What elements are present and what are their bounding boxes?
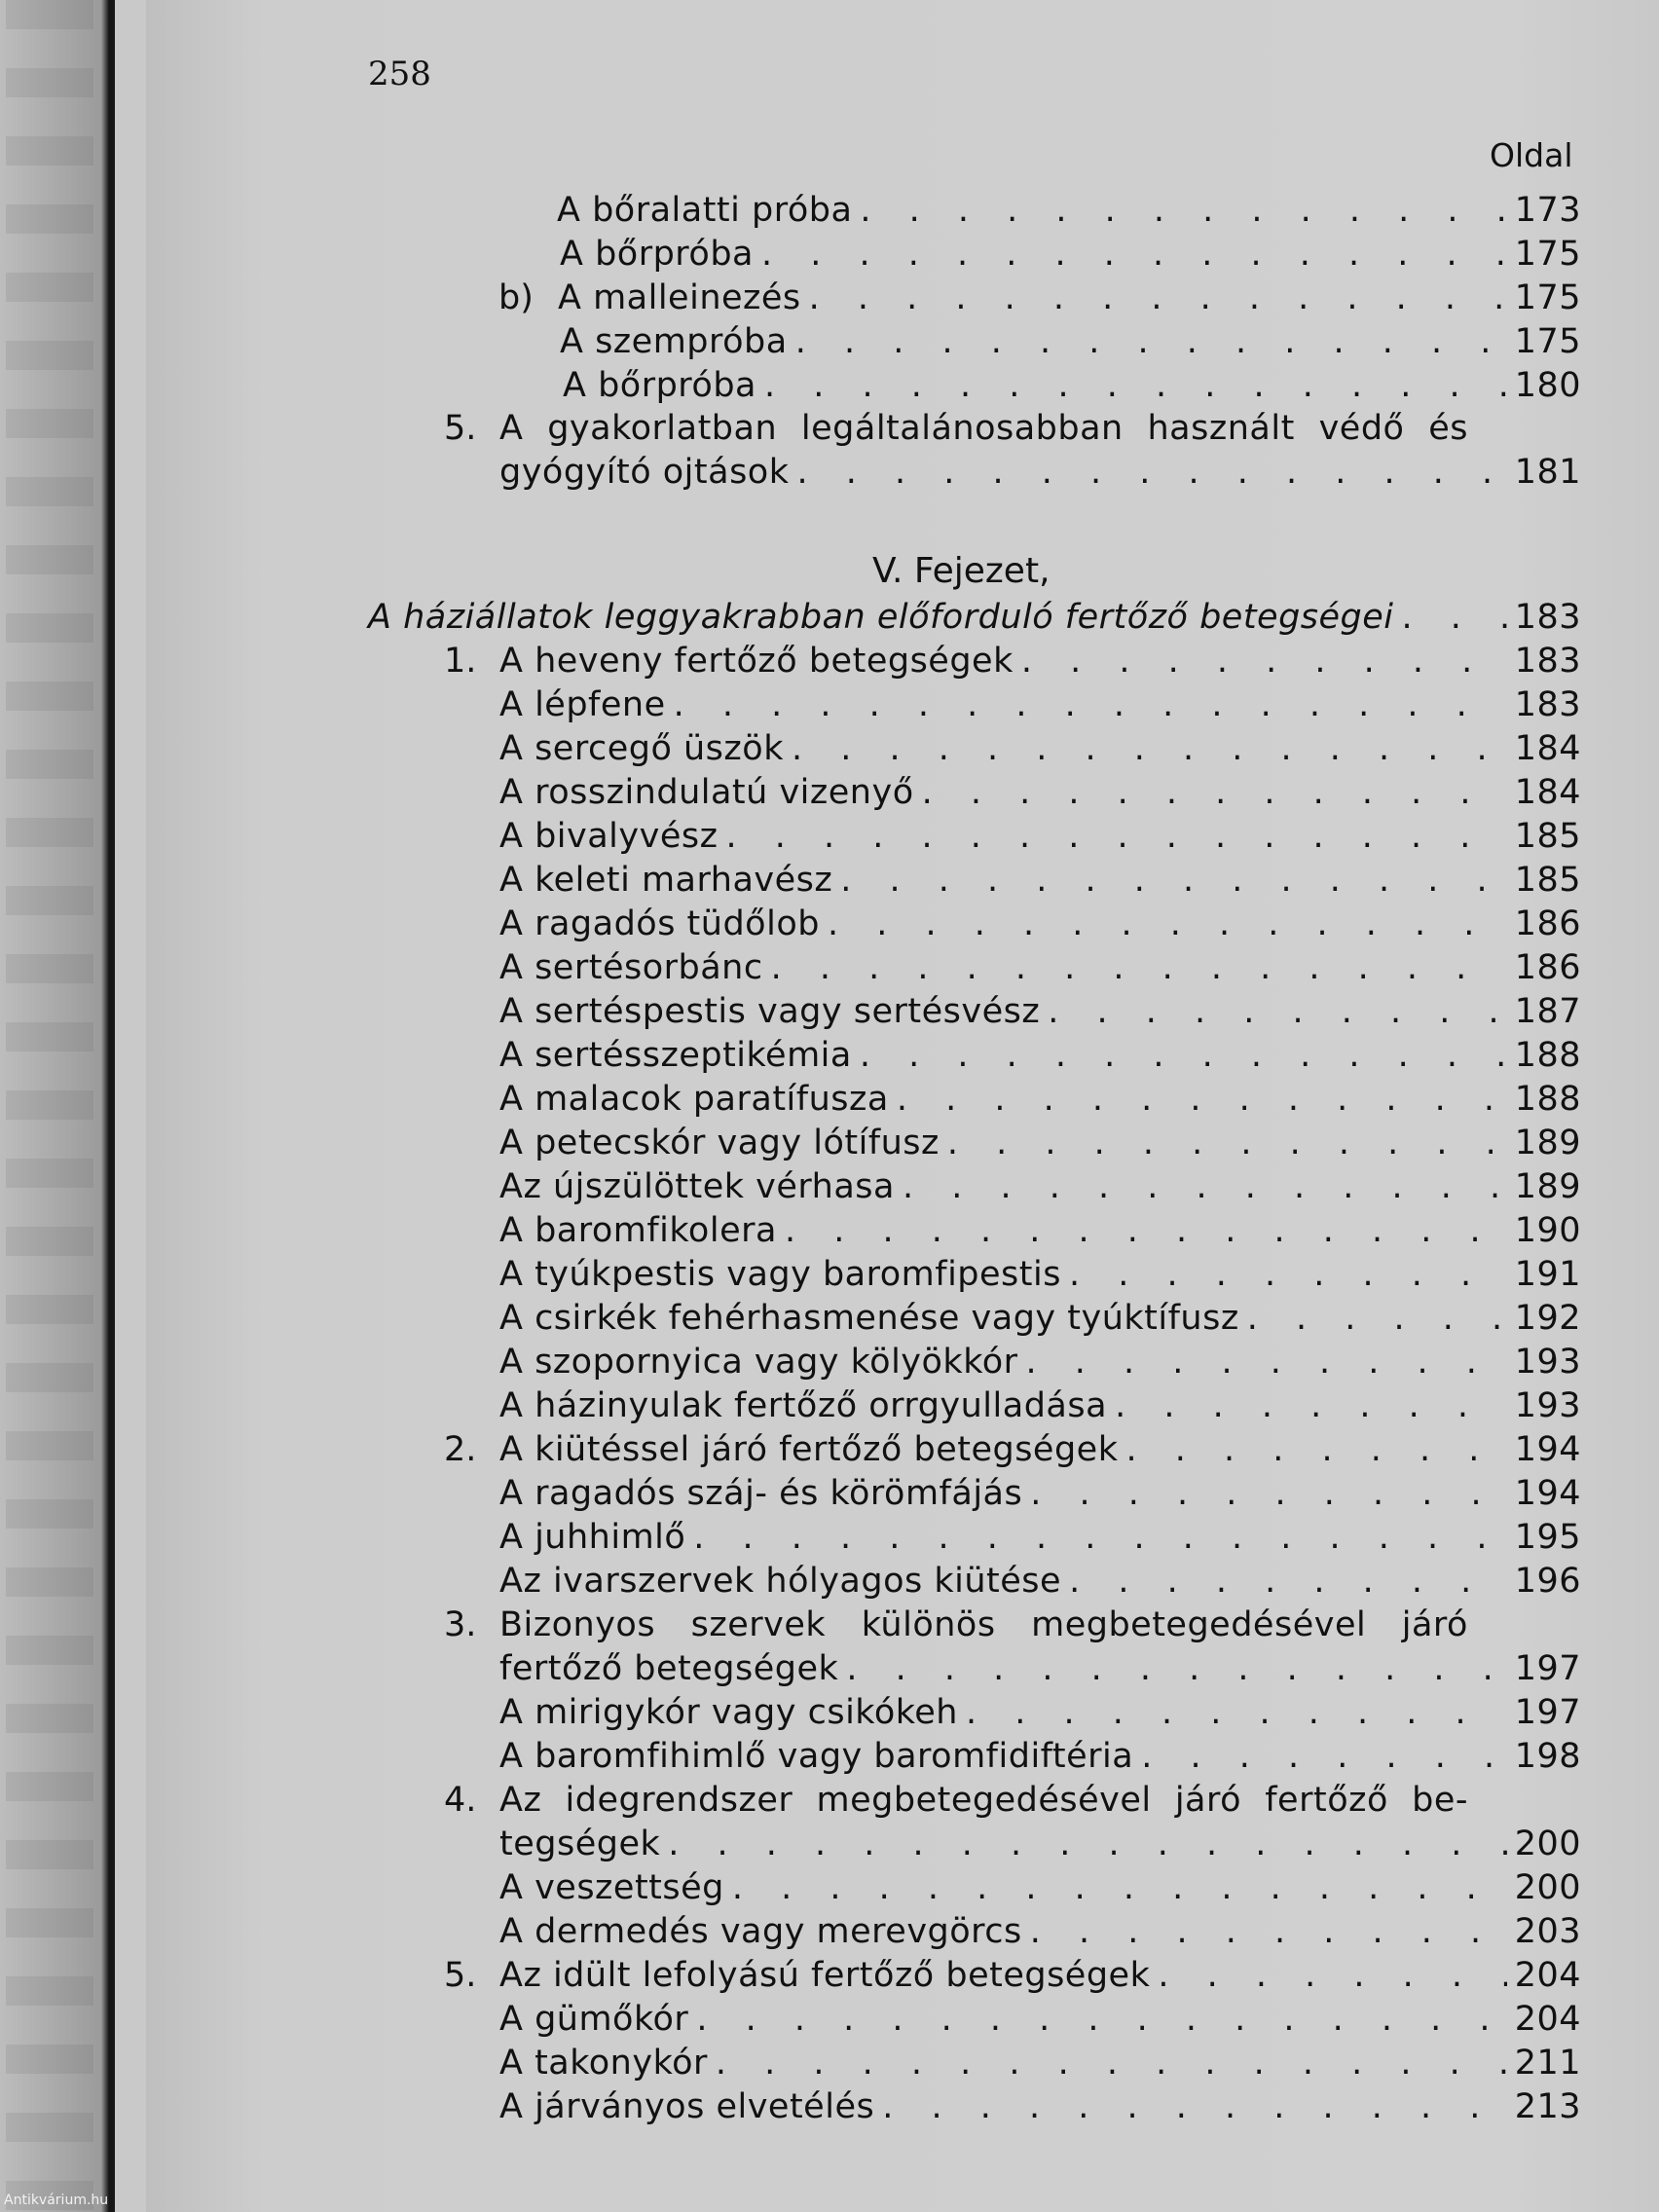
- entry-number: 5.: [444, 409, 477, 448]
- toc-entry: [499, 1562, 1581, 1605]
- toc-entry: [499, 904, 1581, 948]
- toc-entry-title: A kiütéssel járó fertőző betegségek: [499, 1430, 1119, 1469]
- toc-entry-title: A juhhimlő: [499, 1518, 686, 1557]
- toc-entry-page: 175: [1514, 278, 1581, 317]
- dot-leader: [966, 1693, 1507, 1732]
- toc-entry: [499, 1956, 1581, 2000]
- title-word: védő: [1318, 409, 1405, 448]
- dot-leader: [903, 1167, 1507, 1206]
- dot-leader: [1030, 1474, 1507, 1513]
- toc-entry: [499, 1167, 1581, 1211]
- dot-leader: [828, 904, 1507, 943]
- book-spine: [0, 0, 115, 2212]
- toc-entry: [499, 1474, 1581, 1518]
- toc-entry-title: A csirkék fehérhasmenése vagy tyúktífusz: [499, 1299, 1239, 1338]
- toc-entry: [499, 409, 1581, 453]
- toc-entry: [499, 1211, 1581, 1255]
- dot-leader: [1402, 598, 1507, 637]
- toc-entry: [499, 1386, 1581, 1430]
- toc-entry-page: 211: [1514, 2044, 1581, 2083]
- dot-leader: [1021, 642, 1507, 681]
- toc-entry: [499, 453, 1581, 497]
- dot-leader: [1069, 1255, 1507, 1294]
- toc-entry-page: 193: [1514, 1343, 1581, 1382]
- toc-entry-page: 192: [1514, 1299, 1581, 1338]
- dot-leader: [1069, 1562, 1507, 1601]
- toc-entry-page: 188: [1514, 1036, 1581, 1075]
- toc-entry: [499, 1430, 1581, 1474]
- toc-entry-title: A baromfihimlő vagy baromfidiftéria: [499, 1737, 1134, 1776]
- title-word: szervek: [690, 1605, 827, 1644]
- toc-entry-title: A rosszindulatú vizenyő: [499, 773, 914, 812]
- toc-entry: [563, 366, 1581, 410]
- toc-entry-page: 203: [1514, 1912, 1581, 1951]
- toc-entry: [499, 1124, 1581, 1167]
- dot-leader: [674, 685, 1507, 724]
- toc-entry: [558, 278, 1581, 322]
- dot-leader: [785, 1211, 1507, 1250]
- title-word: különös: [861, 1605, 996, 1644]
- toc-entry-page: 189: [1514, 1167, 1581, 1206]
- entry-number: 4.: [444, 1781, 477, 1820]
- toc-entry-page: 175: [1514, 322, 1581, 361]
- entry-number: 2.: [444, 1430, 477, 1469]
- toc-entry-title: [499, 409, 1581, 448]
- title-word: megbetegedésével: [816, 1781, 1152, 1820]
- title-word: Bizonyos: [499, 1605, 656, 1644]
- toc-entry-title: A ragadós száj- és körömfájás: [499, 1474, 1023, 1513]
- dot-leader: [922, 773, 1507, 812]
- toc-entry-title: A keleti marhavész: [499, 861, 833, 900]
- toc-entry: [560, 235, 1581, 278]
- toc-entry-page: 188: [1514, 1080, 1581, 1119]
- toc-entry: [499, 729, 1581, 773]
- toc-entry-title: A petecskór vagy lótífusz: [499, 1124, 940, 1162]
- toc-entry-page: 189: [1514, 1124, 1581, 1162]
- toc-entry: [499, 1737, 1581, 1781]
- dot-leader: [696, 2000, 1507, 2039]
- title-word: és: [1428, 409, 1468, 448]
- entry-number: 1.: [444, 642, 477, 681]
- chapter-heading: V. Fejezet,: [872, 551, 1051, 591]
- toc-entry: [499, 861, 1581, 904]
- toc-entry-title: A bőrpróba: [560, 235, 755, 274]
- toc-entry-page: 197: [1514, 1649, 1581, 1688]
- toc-entry-title: [499, 1605, 1581, 1644]
- title-word: A: [499, 409, 524, 448]
- page-number: 258: [368, 55, 431, 93]
- toc-entry: [499, 1518, 1581, 1562]
- watermark: Antikvárium.hu: [4, 2193, 109, 2208]
- dot-leader: [1158, 1956, 1507, 1995]
- toc-entry-title: A szopornyica vagy kölyökkór: [499, 1343, 1018, 1382]
- toc-entry-title: Az ivarszervek hólyagos kiütése: [499, 1562, 1062, 1601]
- dot-leader: [947, 1124, 1507, 1162]
- toc-entry: [499, 1693, 1581, 1737]
- page-column-header: Oldal: [1490, 136, 1573, 174]
- toc-entry-title: gyógyító ojtások: [499, 453, 790, 492]
- toc-entry: [560, 322, 1581, 366]
- entry-number: 3.: [444, 1605, 477, 1644]
- toc-entry: [499, 1255, 1581, 1299]
- toc-entry-title: A háziállatok leggyakrabban előforduló fertőző betegségei: [368, 598, 1394, 637]
- toc-entry: [499, 817, 1581, 861]
- toc-entry: [499, 685, 1581, 729]
- toc-entry-title: A ragadós tüdőlob: [499, 904, 820, 943]
- toc-entry-title: fertőző betegségek: [499, 1649, 839, 1688]
- title-word: használt: [1147, 409, 1295, 448]
- toc-entry-page: 186: [1514, 948, 1581, 987]
- toc-entry-title: A mirigykór vagy csikókeh: [499, 1693, 958, 1732]
- toc-entry: [557, 191, 1581, 235]
- dot-leader: [668, 1825, 1507, 1863]
- dot-leader: [882, 2087, 1507, 2126]
- toc-entry: [499, 1343, 1581, 1386]
- title-word: Az: [499, 1781, 542, 1820]
- title-word: megbetegedésével: [1031, 1605, 1367, 1644]
- dot-leader: [1126, 1430, 1508, 1469]
- toc-entry: [499, 1868, 1581, 1912]
- entry-number: 5.: [444, 1956, 477, 1995]
- toc-entry-page: 185: [1514, 861, 1581, 900]
- toc-entry: [368, 598, 1581, 642]
- toc-entry-title: A bivalyvész: [499, 817, 719, 856]
- toc-entry-page: 185: [1514, 817, 1581, 856]
- toc-entry-title: A gümőkór: [499, 2000, 689, 2039]
- toc-entry-title: A bőrpróba: [563, 366, 757, 405]
- title-word: járó: [1401, 1605, 1468, 1644]
- toc-entry-title: A szempróba: [560, 322, 788, 361]
- title-word: be-: [1412, 1781, 1468, 1820]
- toc-entry-page: 180: [1514, 366, 1581, 405]
- toc-entry-title: A járványos elvetélés: [499, 2087, 875, 2126]
- toc-entry-title: A heveny fertőző betegségek: [499, 642, 1014, 681]
- toc-entry-title: A sertésszeptikémia: [499, 1036, 852, 1075]
- dot-leader: [771, 948, 1507, 987]
- toc-entry-title: A tyúkpestis vagy baromfipestis: [499, 1255, 1061, 1294]
- dot-leader: [764, 366, 1507, 405]
- entry-number: b): [498, 278, 534, 317]
- toc-entry: [499, 2044, 1581, 2087]
- dot-leader: [725, 817, 1507, 856]
- toc-entry: [499, 1299, 1581, 1343]
- toc-entry-page: 175: [1514, 235, 1581, 274]
- toc-entry-title: A baromfikolera: [499, 1211, 777, 1250]
- toc-entry: [499, 2087, 1581, 2131]
- dot-leader: [795, 322, 1507, 361]
- toc-entry-page: 200: [1514, 1825, 1581, 1863]
- dot-leader: [792, 729, 1507, 768]
- toc-entry: [499, 773, 1581, 817]
- toc-entry-page: 204: [1514, 2000, 1581, 2039]
- toc-entry: [499, 1605, 1581, 1649]
- toc-entry-title: A dermedés vagy merevgörcs: [499, 1912, 1022, 1951]
- toc-entry: [499, 1825, 1581, 1868]
- toc-entry-title: [499, 1781, 1581, 1820]
- toc-entry-page: 197: [1514, 1693, 1581, 1732]
- dot-leader: [809, 278, 1507, 317]
- toc-entry-page: 190: [1514, 1211, 1581, 1250]
- toc-entry-page: 183: [1514, 642, 1581, 681]
- toc-entry-title: A veszettség: [499, 1868, 724, 1907]
- toc-entry-title: A sertéspestis vagy sertésvész: [499, 992, 1041, 1031]
- toc-entry-page: 184: [1514, 773, 1581, 812]
- toc-entry: [499, 1781, 1581, 1825]
- title-word: gyakorlatban: [547, 409, 778, 448]
- toc-entry: [499, 1912, 1581, 1956]
- title-word: legáltalánosabban: [800, 409, 1124, 448]
- toc-entry-page: 173: [1514, 191, 1581, 230]
- dot-leader: [797, 453, 1508, 492]
- toc-entry: [499, 1080, 1581, 1124]
- toc-entry-page: 196: [1514, 1562, 1581, 1601]
- dot-leader: [846, 1649, 1507, 1688]
- toc-entry-title: A sercegő üszök: [499, 729, 784, 768]
- dot-leader: [860, 1036, 1507, 1075]
- dot-leader: [732, 1868, 1507, 1907]
- dot-leader: [1115, 1386, 1507, 1425]
- toc-entry: [499, 1036, 1581, 1080]
- toc-entry-page: 181: [1514, 453, 1581, 492]
- toc-entry-page: 183: [1514, 685, 1581, 724]
- dot-leader: [840, 861, 1507, 900]
- toc-entry-title: A lépfene: [499, 685, 666, 724]
- dot-leader: [716, 2044, 1507, 2083]
- toc-entry-page: 194: [1514, 1474, 1581, 1513]
- toc-entry-page: 195: [1514, 1518, 1581, 1557]
- dot-leader: [693, 1518, 1507, 1557]
- toc-entry-title: A malacok paratífusza: [499, 1080, 889, 1119]
- toc-entry-page: 187: [1514, 992, 1581, 1031]
- toc-entry-title: Az idült lefolyású fertőző betegségek: [499, 1956, 1151, 1995]
- toc-entry: [499, 948, 1581, 992]
- title-word: idegrendszer: [565, 1781, 793, 1820]
- title-word: fertőző: [1265, 1781, 1388, 1820]
- toc-entry-title: A malleinezés: [558, 278, 801, 317]
- toc-entry: [499, 2000, 1581, 2044]
- toc-entry-title: A bőralatti próba: [557, 191, 853, 230]
- dot-leader: [897, 1080, 1507, 1119]
- toc-entry-title: A takonykór: [499, 2044, 708, 2083]
- toc-entry: [499, 1649, 1581, 1693]
- dot-leader: [1247, 1299, 1507, 1338]
- spine-texture: [6, 0, 93, 2212]
- toc-entry-page: 200: [1514, 1868, 1581, 1907]
- dot-leader: [1026, 1343, 1507, 1382]
- toc-entry: [499, 642, 1581, 685]
- dot-leader: [761, 235, 1507, 274]
- toc-entry-title: A házinyulak fertőző orrgyulladása: [499, 1386, 1108, 1425]
- toc-entry-page: 198: [1514, 1737, 1581, 1776]
- toc-entry-title: A sertésorbánc: [499, 948, 763, 987]
- toc-entry-page: 213: [1514, 2087, 1581, 2126]
- dot-leader: [1141, 1737, 1507, 1776]
- dot-leader: [1030, 1912, 1507, 1951]
- toc-entry-title: Az újszülöttek vérhasa: [499, 1167, 895, 1206]
- toc-entry-page: 186: [1514, 904, 1581, 943]
- toc-entry-page: 204: [1514, 1956, 1581, 1995]
- toc-entry-title: tegségek: [499, 1825, 661, 1863]
- title-word: járó: [1174, 1781, 1242, 1820]
- dot-leader: [1048, 992, 1507, 1031]
- toc-entry: [499, 992, 1581, 1036]
- toc-entry-page: 184: [1514, 729, 1581, 768]
- toc-entry-page: 193: [1514, 1386, 1581, 1425]
- toc-entry-page: 191: [1514, 1255, 1581, 1294]
- toc-entry-page: 194: [1514, 1430, 1581, 1469]
- toc-entry-page: 183: [1514, 598, 1581, 637]
- dot-leader: [860, 191, 1507, 230]
